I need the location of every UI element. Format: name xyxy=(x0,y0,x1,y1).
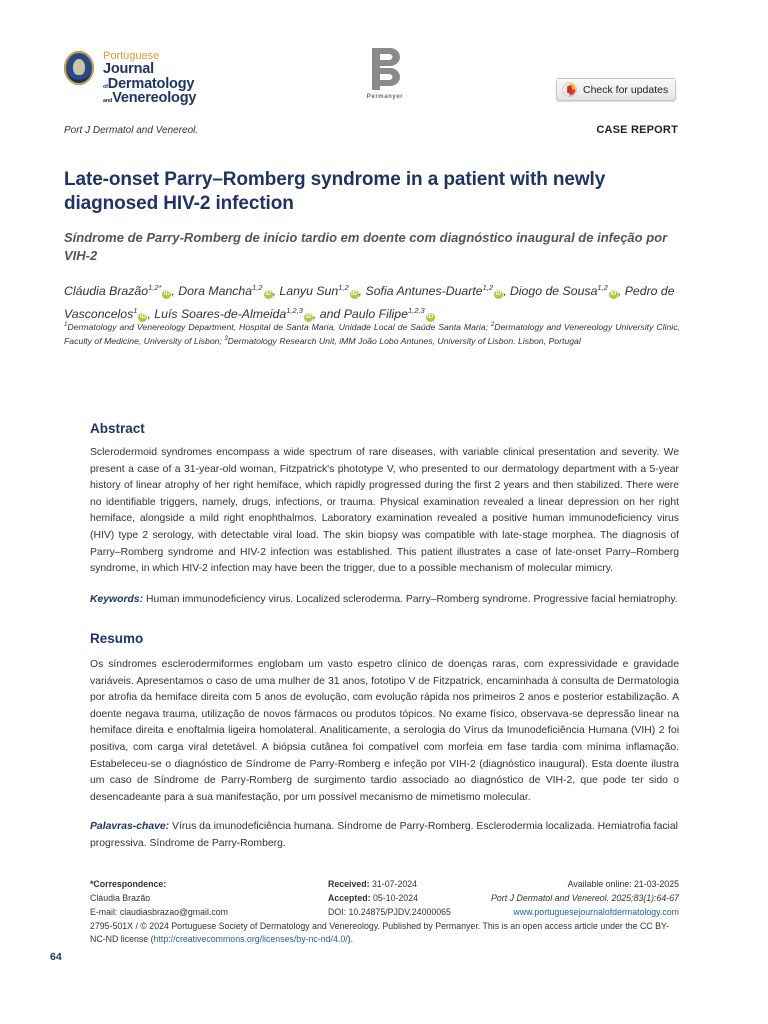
license-link[interactable]: http://creativecommons.org/licenses/by-nc-nd/4.0/ xyxy=(153,933,348,944)
correspondence-name: Cláudia Brazão xyxy=(90,892,151,903)
author-name: Lanyu Sun xyxy=(279,284,339,299)
journal-seal-logo xyxy=(64,51,94,85)
license-statement: 2795-501X / © 2024 Portuguese Society of Dermatology and Venereology. Published by Permanyer. This is an open access article under the CC BY-NC-ND license (http://creativecommons.org/licenses/by-nc-nd/4.0/). xyxy=(90,921,669,944)
author-name: Pedro de Vasconcelos xyxy=(64,284,675,322)
orcid-icon[interactable]: iD xyxy=(305,314,312,321)
affiliations: $^1$Dermatology and Venereology Department, Hospital de Santa Maria, Unidade Local de Saúde Santa Maria; $^2$Dermatology and Venereology University Clinic, Faculty of Medicine, University of Lisbon; $^3$Dermatology Research Unit, iMM João Lobo Antunes, University of Lisbon. Lisbon, Portugal xyxy=(64,321,680,347)
author-name: Dora Mancha xyxy=(178,284,253,299)
article-title: Late-onset Parry–Romberg syndrome in a patient with newly diagnosed HIV-2 infection xyxy=(64,169,606,214)
journal-abbreviation: Port J Dermatol and Venereol. xyxy=(64,125,199,136)
article-subtitle: Síndrome de Parry-Romberg de início tardio em doente com diagnóstico inaugural de infeção por VIH-2 xyxy=(64,230,668,263)
author-list: Cláudia Brazão$^{1,2*}$iD , Dora Mancha$^{1,2}$iD , Lanyu Sun$^{1,2}$iD , Sofia Antunes-Duarte$^{1,2}$iD , Diogo de Sousa$^{1,2}$iD , Pedro de Vasconcelos$^1$iD , Luís Soares-de-Almeida$^{1,2,3}$iD , and Paulo Filipe$^{1,2,3}$iD xyxy=(64,283,675,322)
author-name: Paulo Filipe xyxy=(343,307,408,322)
correspondence-block xyxy=(90,878,310,919)
palavras-chave-text: Vírus da imunodeficiência humana. Síndrome de Parry-Romberg. Esclerodermia localizada. Hemiatrofia facial progressiva. Síndrome de Parry-Romberg. xyxy=(90,821,678,849)
orcid-icon[interactable]: iD xyxy=(351,291,358,298)
journal-website-link[interactable]: www.portuguesejournalofdermatology.com xyxy=(513,906,679,917)
publisher-name: Permanyer xyxy=(366,94,404,100)
author-name: Cláudia Brazão xyxy=(64,284,149,299)
orcid-icon[interactable]: iD xyxy=(139,314,146,321)
check-updates-label: Check for updates xyxy=(583,83,669,96)
check-updates-icon xyxy=(562,82,577,97)
orcid-icon[interactable]: iD xyxy=(427,314,434,321)
orcid-icon[interactable]: iD xyxy=(610,291,617,298)
resumo-heading: Resumo xyxy=(90,631,144,646)
and-word: and xyxy=(319,307,341,322)
publication-info xyxy=(450,878,679,919)
abstract-text: Sclerodermoid syndromes encompass a wide spectrum of rare diseases, with variable clinical presentation and severity. We present a case of a 31-year-old woman, Fitzpatrick's phototype V, who presented to our dermatology department with a 5-year history of linear atrophy of her right hemiface, which rapidly progressed during the first 2 years and then stabilized. There were no identifiable triggers, namely, drugs, infections, or trauma. Physical examination revealed a linear depression on her right hemiface, alongside a mild right enophthalmos. Laboratory examination revealed a positive human immunodeficiency virus (HIV) type 2 serology, with detectable viral load. The skin biopsy was compatible with late-stage morphea. The diagnosis of Parry–Romberg syndrome and HIV-2 infection was established. This patient illustrates a case of late-onset Parry–Romberg syndrome, in which HIV-2 infection may have been the trigger, due to a possible mechanism of molecular mimicry. xyxy=(90,447,679,575)
palavras-chave xyxy=(90,819,679,852)
logo-dermatology-line: ofDermatology xyxy=(103,75,195,92)
permanyer-logo-icon xyxy=(370,48,400,90)
keywords-label: Keywords: xyxy=(90,594,144,605)
logo-portuguese: Portuguese xyxy=(103,50,160,62)
article-type: CASE REPORT xyxy=(596,124,678,136)
doi: DOI: 10.24875/PJDV.24000065 xyxy=(328,906,451,917)
logo-journal-line: Journal xyxy=(103,61,154,77)
correspondence-email: E-mail: claudiasbrazao@gmail.com xyxy=(90,906,229,917)
author-name: Diogo de Sousa xyxy=(509,284,598,299)
palavras-chave-label: Palavras-chave: xyxy=(90,821,170,832)
orcid-icon[interactable]: iD xyxy=(265,291,272,298)
keywords xyxy=(90,592,679,609)
resumo-text: Os síndromes esclerodermiformes englobam um vasto espetro clínico de doenças raras, com expressividade e gravidade variáveis. Apresentamos o caso de uma mulher de 31 anos, fototipo V de Fitzpatrick, encaminhada à consulta de Dermatologia por atrofia da hemiface direita com 5 anos de evolução, com evolução rápida nos primeiros 2 anos e posterior estabilização. A doente negava trauma, utilização de novos fármacos ou produtos tópicos. No exame físico, observava-se depressão linear na hemiface direita e enoftalmia ligeira homolateral. Analiticamente, a serologia do Vírus da Imunodeficiência Humana (VIH) 2 foi positiva, com carga viral detetável. A biópsia cutânea foi compatível com morfeia em fase tardia com mínima inflamação. Estabeleceu-se o diagnóstico de Síndrome de Parry-Romberg e infeção por VIH-2 (diagnóstico inaugural). Esta doente ilustra um caso de Síndrome de Parry-Romberg de surgimento tardio associado ao diagnóstico de VIH-2, que pode ter sido o desencadeante para a sua manifestação, por um possível mecanismo de mimetismo molecular. xyxy=(90,659,679,803)
check-for-updates-button[interactable] xyxy=(556,78,676,101)
citation: Port J Dermatol and Venereol. 2025;83(1):64-67 xyxy=(491,892,679,903)
accepted-date: 05-10-2024 xyxy=(372,892,418,903)
author-name: Luís Soares-de-Almeida xyxy=(154,307,287,322)
dates-block: Received: 31-07-2024 Accepted: 05-10-2024 DOI: 10.24875/PJDV.24000065 xyxy=(328,878,498,919)
keywords-text: Human immunodeficiency virus. Localized scleroderma. Parry–Romberg syndrome. Progressive facial hemiatrophy. xyxy=(146,594,678,605)
journal-logo xyxy=(103,51,196,106)
logo-venereology-line: andVenereology xyxy=(103,90,197,106)
author-name: Sofia Antunes-Duarte xyxy=(365,284,483,299)
orcid-icon[interactable]: iD xyxy=(495,291,502,298)
orcid-icon[interactable]: iD xyxy=(163,291,170,298)
available-online: Available online: 21-03-2025 xyxy=(567,879,679,889)
page-number: 64 xyxy=(50,951,62,963)
received-date: 31-07-2024 xyxy=(372,879,418,889)
abstract-heading: Abstract xyxy=(90,421,145,436)
correspondence-heading: *Correspondence: xyxy=(90,879,167,889)
